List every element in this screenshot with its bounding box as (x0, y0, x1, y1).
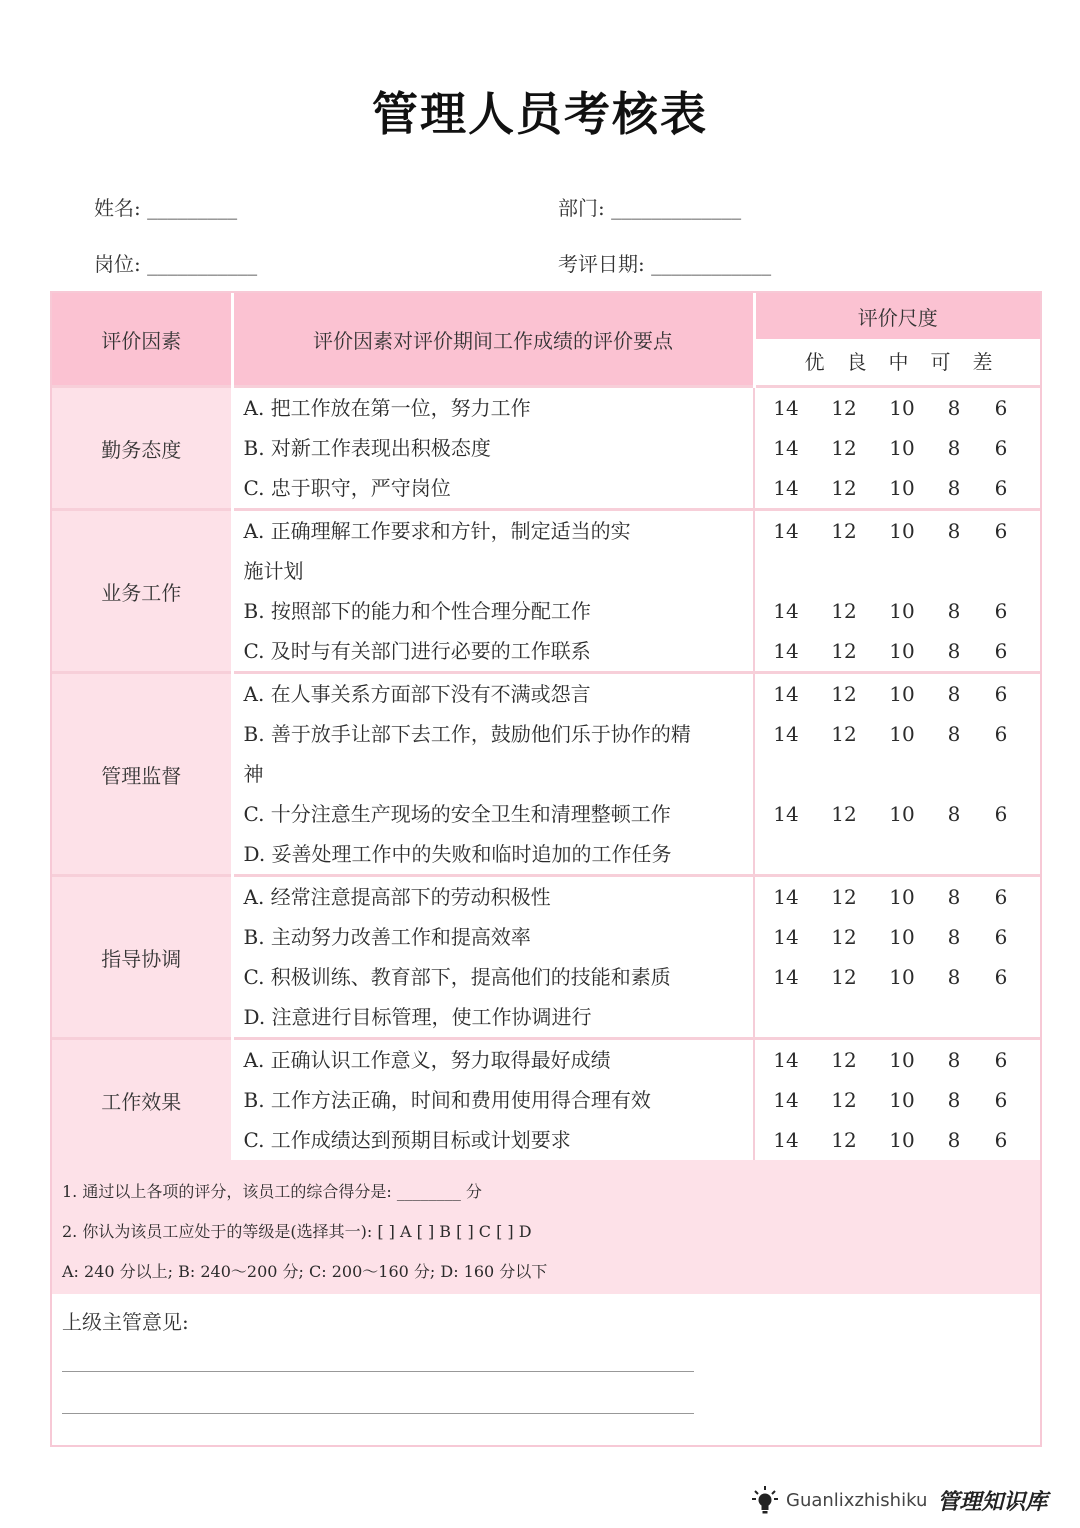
score-option[interactable]: 6 (994, 519, 1008, 543)
score-option[interactable]: 14 (773, 599, 799, 623)
grade-select-line[interactable]: 2. 你认为该员工应处于的等级是(选择其一): [ ] A [ ] B [ ] C [ ] D (62, 1222, 532, 1241)
score-option[interactable]: 12 (831, 925, 857, 949)
score-option[interactable]: 6 (994, 885, 1008, 909)
score-option[interactable]: 6 (994, 682, 1008, 706)
dept-label: 部门: (558, 196, 605, 220)
criteria-line: B. 工作方法正确，时间和费用使用得合理有效 (243, 1088, 651, 1112)
score-row[interactable] (763, 468, 1040, 508)
score-option[interactable]: 6 (994, 1048, 1008, 1072)
score-option[interactable]: 10 (889, 802, 915, 826)
footer-brand (752, 1480, 1047, 1520)
score-row[interactable] (763, 1040, 1040, 1080)
total-score-line[interactable]: 1. 通过以上各项的评分，该员工的综合得分是: ________ 分 (62, 1182, 482, 1201)
score-option[interactable]: 8 (947, 436, 961, 460)
score-option[interactable]: 8 (947, 925, 961, 949)
criteria-line: A. 在人事关系方面部下没有不满或怨言 (243, 682, 591, 706)
score-option[interactable]: 14 (773, 682, 799, 706)
score-option[interactable]: 14 (773, 396, 799, 420)
score-spacer (763, 551, 1040, 591)
dept-field[interactable] (558, 192, 741, 221)
score-option[interactable]: 6 (994, 1088, 1008, 1112)
score-option[interactable]: 8 (947, 965, 961, 989)
score-row[interactable] (763, 1080, 1040, 1120)
score-option[interactable]: 10 (889, 519, 915, 543)
score-row[interactable] (763, 591, 1040, 631)
score-row[interactable] (763, 877, 1040, 917)
category-row (52, 673, 1040, 876)
score-option[interactable]: 10 (889, 639, 915, 663)
criteria-line: A. 正确认识工作意义，努力取得最好成绩 (243, 1048, 611, 1072)
score-option[interactable]: 8 (947, 682, 961, 706)
score-option[interactable]: 6 (994, 599, 1008, 623)
score-option[interactable]: 12 (831, 436, 857, 460)
criteria-cell (232, 673, 754, 876)
criteria-line: B. 对新工作表现出积极态度 (243, 436, 491, 460)
score-option[interactable]: 10 (889, 682, 915, 706)
scale-label: 优 (804, 350, 825, 374)
table-header-row (52, 293, 1040, 339)
score-option[interactable]: 6 (994, 722, 1008, 746)
brand-name-en: Guanlixzhishiku (786, 1489, 928, 1511)
criteria-line: 神 (243, 762, 264, 786)
date-field[interactable] (558, 248, 771, 277)
page-title: 管理人员考核表 (372, 87, 708, 141)
category-label: 指导协调 (52, 876, 232, 1039)
score-option[interactable]: 6 (994, 476, 1008, 500)
score-option[interactable]: 12 (831, 1088, 857, 1112)
criteria-line: C. 积极训练、教育部下，提高他们的技能和素质 (243, 965, 671, 989)
scale-label: 中 (888, 350, 909, 374)
score-option[interactable]: 12 (831, 396, 857, 420)
criteria-line: B. 按照部下的能力和个性合理分配工作 (243, 599, 591, 623)
score-option[interactable]: 10 (889, 599, 915, 623)
category-row (52, 1039, 1040, 1161)
score-option[interactable]: 8 (947, 1088, 961, 1112)
score-option[interactable]: 6 (994, 965, 1008, 989)
date-value[interactable]: ____________ (651, 252, 772, 276)
criteria-cell (232, 876, 754, 1039)
score-option[interactable]: 14 (773, 1048, 799, 1072)
criteria-line: B. 主动努力改善工作和提高效率 (243, 925, 531, 949)
dept-value[interactable]: _____________ (611, 196, 742, 220)
score-option[interactable]: 14 (773, 802, 799, 826)
score-option[interactable]: 14 (773, 965, 799, 989)
header-points: 评价因素对评价期间工作成绩的评价要点 (232, 293, 754, 387)
criteria-line: B. 善于放手让部下去工作，鼓励他们乐于协作的精 (243, 722, 691, 746)
category-label: 工作效果 (52, 1039, 232, 1161)
score-option[interactable]: 6 (994, 436, 1008, 460)
score-row[interactable] (763, 631, 1040, 671)
score-cell (754, 1039, 1040, 1161)
criteria-line: C. 十分注意生产现场的安全卫生和清理整顿工作 (243, 802, 671, 826)
score-cell (754, 673, 1040, 876)
score-option[interactable]: 12 (831, 599, 857, 623)
score-option[interactable]: 6 (994, 639, 1008, 663)
score-option[interactable]: 8 (947, 1048, 961, 1072)
score-option[interactable]: 12 (831, 1128, 857, 1152)
post-label: 岗位: (94, 252, 141, 276)
criteria-line: A. 正确理解工作要求和方针，制定适当的实 (243, 519, 631, 543)
score-option[interactable]: 6 (994, 925, 1008, 949)
score-option[interactable]: 8 (947, 885, 961, 909)
criteria-line: D. 妥善处理工作中的失败和临时追加的工作任务 (243, 842, 672, 866)
header-factor: 评价因素 (52, 293, 232, 387)
criteria-line: C. 及时与有关部门进行必要的工作联系 (243, 639, 591, 663)
post-field[interactable] (94, 248, 257, 277)
category-row (52, 876, 1040, 1039)
score-option[interactable]: 12 (831, 802, 857, 826)
category-label: 管理监督 (52, 673, 232, 876)
score-option[interactable]: 8 (947, 396, 961, 420)
score-spacer (763, 754, 1040, 794)
score-option[interactable]: 14 (773, 885, 799, 909)
opinion-line-1[interactable]: _______________________________________________________________________________ (62, 1353, 694, 1372)
category-label: 勤务态度 (52, 387, 232, 510)
score-option[interactable]: 14 (773, 639, 799, 663)
score-option[interactable]: 14 (773, 519, 799, 543)
score-option[interactable]: 12 (831, 639, 857, 663)
score-option[interactable]: 10 (889, 885, 915, 909)
score-option[interactable]: 14 (773, 1088, 799, 1112)
name-field[interactable] (94, 192, 237, 221)
score-option[interactable]: 8 (947, 599, 961, 623)
score-option[interactable]: 14 (773, 436, 799, 460)
criteria-line: C. 工作成绩达到预期目标或计划要求 (243, 1128, 571, 1152)
score-spacer (763, 834, 1040, 874)
criteria-line: D. 注意进行目标管理，使工作协调进行 (243, 1005, 592, 1029)
scale-label: 可 (930, 350, 951, 374)
score-row[interactable] (763, 714, 1040, 754)
brand-name-cn: 管理知识库 (937, 1489, 1048, 1515)
score-option[interactable]: 8 (947, 802, 961, 826)
category-label: 业务工作 (52, 510, 232, 673)
score-option[interactable]: 12 (831, 1048, 857, 1072)
criteria-line: 施计划 (243, 559, 304, 583)
score-option[interactable]: 14 (773, 925, 799, 949)
score-option[interactable]: 12 (831, 682, 857, 706)
opinion-label: 上级主管意见: (62, 1310, 189, 1334)
criteria-line: A. 把工作放在第一位，努力工作 (243, 396, 531, 420)
grade-legend-line: A: 240 分以上; B: 240～200 分; C: 200～160 分; D: 160 分以下 (62, 1262, 548, 1281)
score-option[interactable]: 8 (947, 519, 961, 543)
date-label: 考评日期: (558, 252, 645, 276)
score-row[interactable] (763, 511, 1040, 551)
score-option[interactable]: 10 (889, 1128, 915, 1152)
scale-label: 良 (846, 350, 867, 374)
score-option[interactable]: 10 (889, 396, 915, 420)
score-spacer (763, 997, 1040, 1037)
score-option[interactable]: 10 (889, 722, 915, 746)
score-row[interactable] (763, 794, 1040, 834)
score-option[interactable]: 8 (947, 722, 961, 746)
score-row[interactable] (763, 428, 1040, 468)
score-option[interactable]: 6 (994, 802, 1008, 826)
score-option[interactable]: 6 (994, 396, 1008, 420)
score-row[interactable] (763, 917, 1040, 957)
score-option[interactable]: 12 (831, 476, 857, 500)
score-option[interactable]: 14 (773, 1128, 799, 1152)
evaluation-table (50, 291, 1042, 1447)
score-option[interactable]: 12 (831, 885, 857, 909)
name-value[interactable]: _________ (147, 196, 238, 220)
score-option[interactable]: 8 (947, 476, 961, 500)
score-cell (754, 387, 1040, 510)
score-option[interactable]: 10 (889, 436, 915, 460)
score-option[interactable]: 12 (831, 722, 857, 746)
score-option[interactable]: 10 (889, 476, 915, 500)
score-cell (754, 510, 1040, 673)
post-value[interactable]: ___________ (147, 252, 258, 276)
category-row (52, 510, 1040, 673)
summary-section (52, 1160, 1040, 1294)
score-option[interactable]: 14 (773, 476, 799, 500)
score-option[interactable]: 12 (831, 965, 857, 989)
score-option[interactable]: 10 (889, 1048, 915, 1072)
criteria-cell (232, 1039, 754, 1161)
score-cell (754, 876, 1040, 1039)
name-label: 姓名: (94, 196, 141, 220)
header-scale: 评价尺度 (754, 293, 1040, 339)
score-option[interactable]: 8 (947, 639, 961, 663)
score-option[interactable]: 10 (889, 965, 915, 989)
scale-label: 差 (972, 350, 993, 374)
score-row[interactable] (763, 1120, 1040, 1160)
score-row[interactable] (763, 957, 1040, 997)
score-option[interactable]: 14 (773, 722, 799, 746)
score-option[interactable]: 6 (994, 1128, 1008, 1152)
criteria-line: C. 忠于职守，严守岗位 (243, 476, 451, 500)
scale-labels-cell (754, 339, 1040, 387)
category-row (52, 387, 1040, 510)
lightbulb-icon (752, 1485, 778, 1515)
criteria-line: A. 经常注意提高部下的劳动积极性 (243, 885, 551, 909)
criteria-cell (232, 387, 754, 510)
opinion-line-2[interactable]: _______________________________________________________________________________ (62, 1395, 694, 1414)
score-option[interactable]: 10 (889, 1088, 915, 1112)
score-option[interactable]: 10 (889, 925, 915, 949)
opinion-section (52, 1294, 1040, 1426)
score-row[interactable] (763, 674, 1040, 714)
criteria-cell (232, 510, 754, 673)
score-option[interactable]: 12 (831, 519, 857, 543)
score-row[interactable] (763, 388, 1040, 428)
score-option[interactable]: 8 (947, 1128, 961, 1152)
